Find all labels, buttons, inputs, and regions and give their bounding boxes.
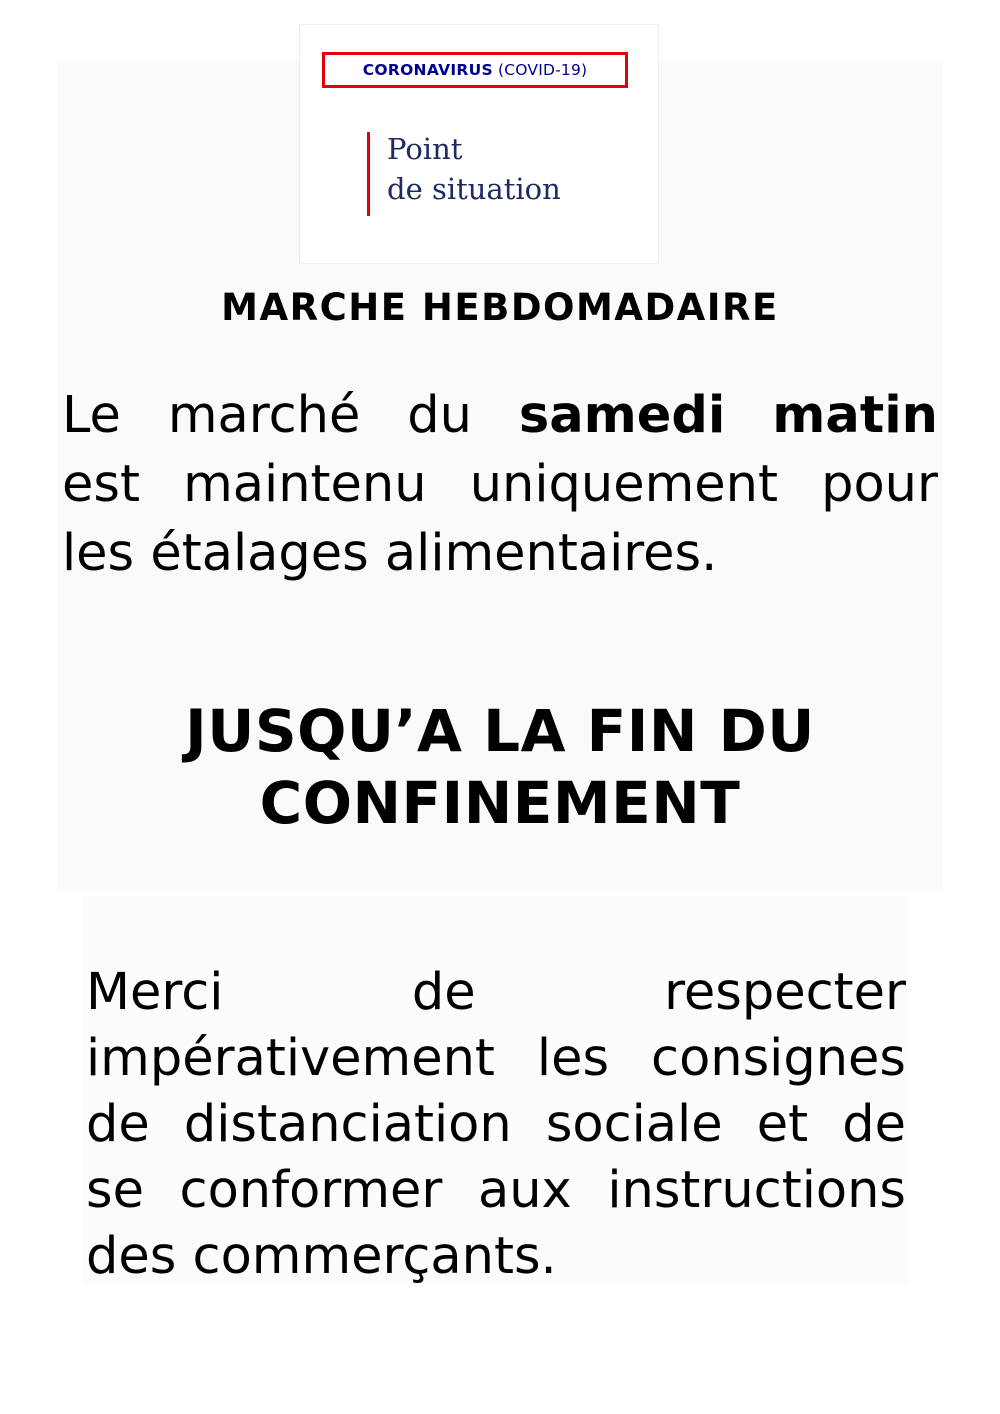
word: respecter [664, 963, 906, 1022]
page-heading: MARCHE HEBDOMADAIRE [221, 286, 779, 329]
word: et [756, 1095, 809, 1154]
word: aux [477, 1161, 572, 1220]
paragraph1-line3: les étalages alimentaires. [62, 524, 718, 583]
paragraph2-line2 [86, 1026, 906, 1092]
word: uniquement [469, 455, 778, 514]
word-bold: matin [772, 386, 938, 445]
logo-title-line2: de situation [387, 172, 561, 206]
word: de [411, 963, 476, 1022]
word: marché [167, 386, 361, 445]
word: distanciation [183, 1095, 512, 1154]
banner-line2: CONFINEMENT [259, 769, 741, 837]
word: conformer [179, 1161, 443, 1220]
word: de [842, 1095, 906, 1154]
logo-title-line1: Point [387, 132, 463, 166]
word: Merci [86, 963, 224, 1022]
word: impérativement [86, 1029, 495, 1088]
word: est [62, 455, 140, 514]
word-bold: samedi [518, 386, 726, 445]
word: consignes [651, 1029, 906, 1088]
paragraph1-line1 [62, 381, 938, 450]
word: sociale [545, 1095, 723, 1154]
covid-badge [322, 52, 628, 88]
word: se [86, 1161, 144, 1220]
word: Le [62, 386, 121, 445]
word: de [86, 1095, 150, 1154]
paragraph2-line3 [86, 1092, 906, 1158]
confinement-banner [0, 695, 1000, 839]
word: instructions [607, 1161, 906, 1220]
word: maintenu [183, 455, 427, 514]
paragraph1-line2 [62, 450, 938, 519]
paragraph2-line5: des commerçants. [86, 1227, 557, 1286]
distancing-paragraph [86, 960, 906, 1290]
word: les [536, 1029, 610, 1088]
word: du [407, 386, 472, 445]
badge-bold-text: CORONAVIRUS [362, 61, 494, 79]
covid-logo [300, 25, 658, 263]
logo-red-bar [367, 132, 370, 216]
banner-line1: JUSQU’A LA FIN DU [185, 697, 815, 765]
paragraph2-line4 [86, 1158, 906, 1224]
paragraph2-line1 [86, 960, 906, 1026]
logo-title [387, 129, 561, 209]
market-notice-paragraph [62, 381, 938, 588]
badge-light-text: (COVID-19) [498, 61, 588, 79]
word: pour [821, 455, 938, 514]
